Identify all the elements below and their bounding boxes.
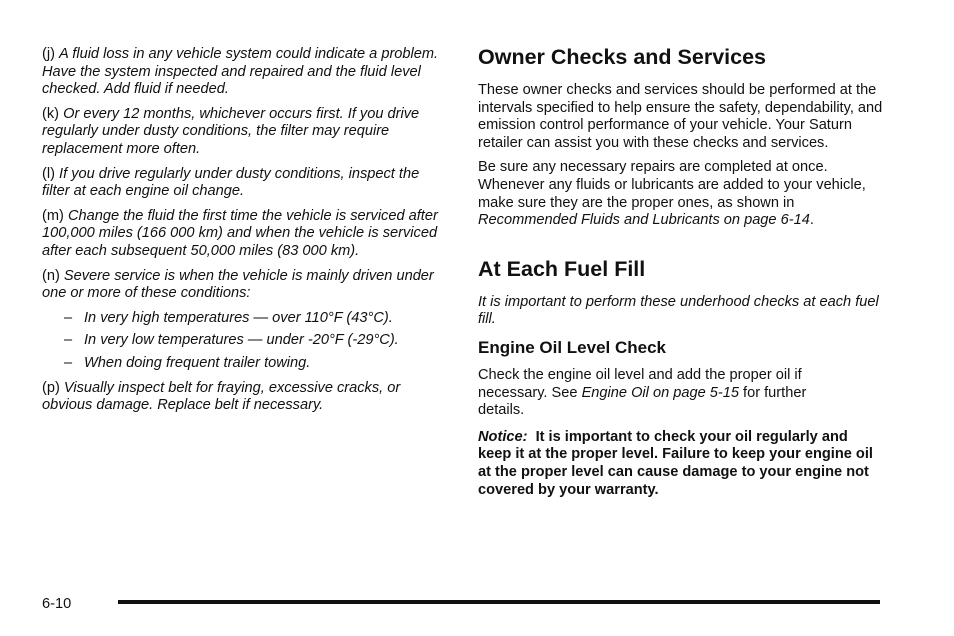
note-n	[42, 268, 442, 303]
dash-bullet: –	[64, 354, 73, 371]
subheading-oil-level-check: Engine Oil Level Check	[478, 337, 667, 357]
condition-item-low-temp	[64, 332, 442, 350]
page-number: 6-10	[42, 596, 72, 612]
condition-item-towing	[64, 355, 442, 373]
condition-text: In very high temperatures — over 110°F (43°C).	[84, 309, 393, 326]
note-label: (j)	[42, 46, 55, 62]
condition-text: In very low temperatures — under -20°F (-29°C).	[84, 332, 399, 349]
note-text: Or every 12 months, whichever occurs first. If you drive regularly under dusty conditions, the filter may require replacement more often.	[42, 105, 420, 157]
fluids-text-end: .	[809, 212, 814, 229]
fluids-paragraph	[478, 159, 888, 229]
note-label: (p)	[42, 379, 60, 396]
notice-label: Notice:	[478, 428, 528, 445]
owner-checks-paragraph: These owner checks and services should be performed at the intervals specified to help ensure the safety, dependability, and emission control performance of your vehicle. Your Saturn retailer can assist you with these checks and services.	[478, 82, 883, 151]
note-label: (l)	[42, 165, 55, 182]
note-text: A fluid loss in any vehicle system could indicate a problem. Have the system inspected and repaired and the fluid level checked. Add fluid if needed.	[42, 46, 439, 98]
dash-bullet: –	[64, 309, 73, 326]
note-label: (n)	[42, 267, 60, 284]
note-k	[42, 106, 442, 159]
note-text: Change the fluid the first time the vehicle is serviced after 100,000 miles (166 000 km) and when the vehicle is serviced after each subsequent 50,000 miles (83 000 km).	[42, 207, 438, 259]
fluids-text: Be sure any necessary repairs are completed at once. Whenever any fluids or lubricants are added to your vehicle, make sure they are the proper ones, as shown in	[478, 159, 866, 211]
notice-paragraph	[478, 429, 878, 499]
oil-cross-reference: Engine Oil on page 5-15	[581, 384, 739, 401]
section-heading-owner-checks: Owner Checks and Services	[478, 45, 767, 69]
oil-check-paragraph	[478, 367, 823, 420]
oil-check-text-end: for further details.	[478, 384, 807, 419]
oil-check-text: Check the engine oil level and add the proper oil if necessary. See	[478, 366, 802, 401]
note-label: (m)	[42, 207, 64, 224]
condition-item-high-temp	[64, 310, 442, 328]
dash-bullet: –	[64, 332, 73, 349]
fluids-cross-reference: Recommended Fluids and Lubricants on page 6-14	[478, 212, 810, 229]
note-l	[42, 166, 442, 201]
note-j	[42, 46, 442, 99]
note-text: Severe service is when the vehicle is mainly driven under one or more of these conditions:	[42, 267, 434, 302]
left-column	[42, 46, 442, 422]
note-text: Visually inspect belt for fraying, excessive cracks, or obvious damage. Replace belt if necessary.	[42, 379, 401, 414]
note-text: If you drive regularly under dusty conditions, inspect the filter at each engine oil change.	[42, 165, 420, 200]
section-heading-fuel-fill: At Each Fuel Fill	[478, 256, 646, 281]
note-label: (k)	[42, 105, 60, 122]
condition-text: When doing frequent trailer towing.	[84, 354, 311, 371]
note-p	[42, 380, 442, 415]
notice-text: It is important to check your oil regularly and keep it at the proper level. Failure to keep your engine oil at the proper level can cause damage to your engine not covered by your warranty.	[478, 428, 873, 498]
note-m	[42, 208, 442, 261]
footer-rule	[118, 600, 880, 604]
right-column	[478, 44, 888, 506]
fuel-fill-intro: It is important to perform these underhood checks at each fuel fill.	[478, 293, 879, 328]
